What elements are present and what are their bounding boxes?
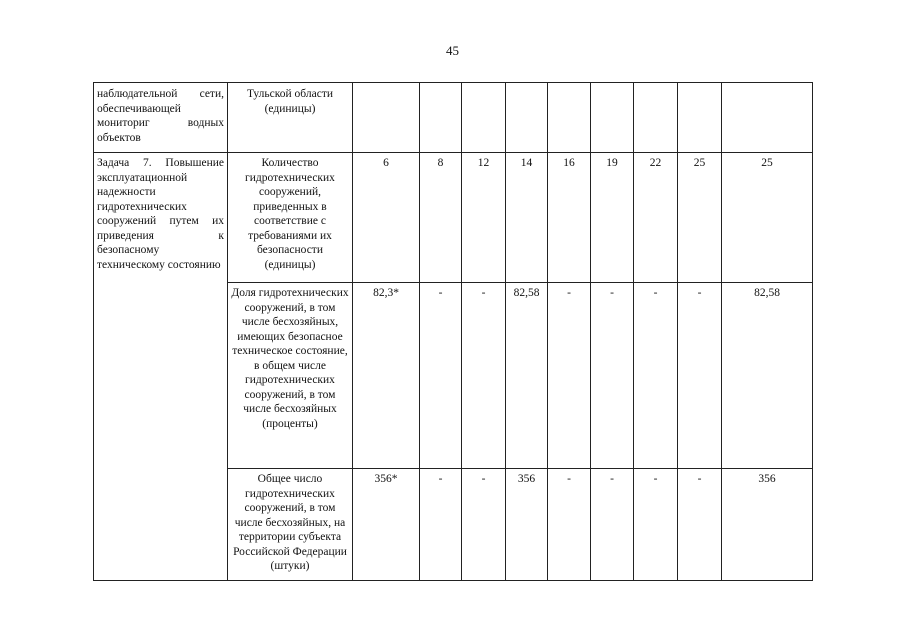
value-cell: 356 (506, 469, 548, 581)
value-cell: 25 (722, 153, 813, 283)
value-cell: 22 (634, 153, 678, 283)
value-cell: - (462, 283, 506, 469)
value-cell: 16 (548, 153, 591, 283)
value-cell: 8 (420, 153, 462, 283)
value-cell: 356 (722, 469, 813, 581)
value-cell: 356* (353, 469, 420, 581)
value-cell (678, 83, 722, 153)
indicator-cell: Количество гидротехнических сооружений, приведенных в соответствие с требованиями их безопасности (единицы) (228, 153, 353, 283)
indicator-cell: Общее число гидротехнических сооружений, в том числе бесхозяйных, на территории субъекта Российской Федерации (штуки) (228, 469, 353, 581)
value-cell (591, 83, 634, 153)
value-cell (420, 83, 462, 153)
value-cell: - (634, 469, 678, 581)
value-cell: - (548, 283, 591, 469)
value-cell: 19 (591, 153, 634, 283)
value-cell: 14 (506, 153, 548, 283)
value-cell: 6 (353, 153, 420, 283)
value-cell: - (591, 469, 634, 581)
value-cell: - (420, 469, 462, 581)
value-cell: 25 (678, 153, 722, 283)
value-cell: - (462, 469, 506, 581)
value-cell: 12 (462, 153, 506, 283)
page-number: 45 (446, 43, 459, 58)
value-cell: - (678, 283, 722, 469)
indicators-table (93, 82, 813, 581)
task-cell: наблюдательной сети, обеспечивающей мониториг водных объектов (94, 83, 228, 153)
table-row (94, 153, 813, 283)
value-cell (722, 83, 813, 153)
value-cell (462, 83, 506, 153)
value-cell: 82,3* (353, 283, 420, 469)
value-cell (506, 83, 548, 153)
indicator-cell: Доля гидротехнических сооружений, в том числе бесхозяйных, имеющих безопасное техническое состояние, в общем числе гидротехнических сооружений, в том числе бесхозяйных (проценты) (228, 283, 353, 469)
value-cell: - (591, 283, 634, 469)
table-row (94, 83, 813, 153)
task-cell: Задача 7. Повышение эксплуатационной надежности гидротехнических сооружений путем их приведения к безопасному техническому состоянию (94, 153, 228, 581)
value-cell (548, 83, 591, 153)
value-cell (353, 83, 420, 153)
value-cell: - (634, 283, 678, 469)
value-cell (634, 83, 678, 153)
indicator-cell: Тульской области (единицы) (228, 83, 353, 153)
value-cell: - (420, 283, 462, 469)
value-cell: 82,58 (722, 283, 813, 469)
value-cell: - (548, 469, 591, 581)
value-cell: 82,58 (506, 283, 548, 469)
value-cell: - (678, 469, 722, 581)
